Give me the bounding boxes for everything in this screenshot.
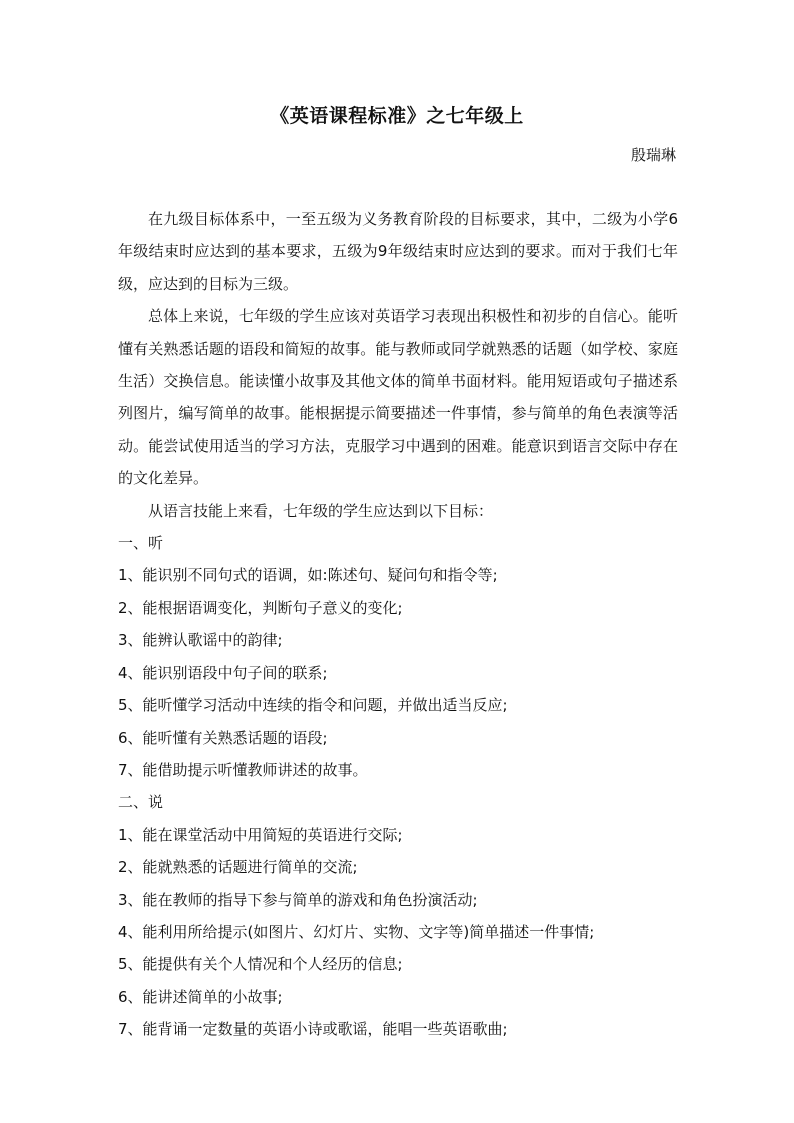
list-item: 7、能背诵一定数量的英语小诗或歌谣，能唱一些英语歌曲;: [118, 1020, 508, 1039]
list-item: 2、能就熟悉的话题进行简单的交流;: [118, 858, 358, 877]
paragraph-skills: 从语言技能上来看，七年级的学生应达到以下目标：: [148, 501, 494, 520]
list-item: 6、能听懂有关熟悉话题的语段;: [118, 728, 328, 747]
list-item: 2、能根据语调变化，判断句子意义的变化;: [118, 598, 403, 617]
list-item: 4、能识别语段中句子间的联系;: [118, 663, 328, 682]
list-item: 5、能提供有关个人情况和个人经历的信息;: [118, 955, 403, 974]
list-item: 5、能听懂学习活动中连续的指令和问题，并做出适当反应;: [118, 696, 508, 715]
document-title: 《英语课程标准》之七年级上: [270, 105, 524, 127]
list-item: 4、能利用所给提示(如图片、幻灯片、实物、文字等)简单描述一件事情;: [118, 922, 595, 941]
section-heading-speaking: 二、说: [118, 793, 164, 812]
list-item: 3、能在教师的指导下参与简单的游戏和角色扮演活动;: [118, 890, 478, 909]
section-heading-listening: 一、听: [118, 534, 164, 553]
paragraph-intro: 在九级目标体系中，一至五级为义务教育阶段的目标要求，其中，二级为小学6年级结束时应达到的基本要求，五级为9年级结束时应达到的要求。而对于我们七年级，应达到的目标为三级。: [118, 210, 678, 293]
list-item: 7、能借助提示听懂教师讲述的故事。: [118, 760, 368, 779]
document-body: [118, 203, 678, 1046]
list-item: 6、能讲述简单的小故事;: [118, 987, 283, 1006]
list-item: 1、能在课堂活动中用简短的英语进行交际;: [118, 825, 403, 844]
list-item: 3、能辨认歌谣中的韵律;: [118, 631, 283, 650]
list-item: 1、能识别不同句式的语调，如:陈述句、疑问句和指令等;: [118, 566, 498, 585]
paragraph-overview: 总体上来说，七年级的学生应该对英语学习表现出积极性和初步的自信心。能听懂有关熟悉话题的语段和简短的故事。能与教师或同学就熟悉的话题（如学校、家庭生活）交换信息。能读懂小故事及其他文体的简单书面材料。能用短语或句子描述系列图片，编写简单的故事。能根据提示简要描述一件事情，参与简单的角色表演等活动。能尝试使用适当的学习方法，克服学习中遇到的困难。能意识到语言交际中存在的文化差异。: [118, 307, 678, 488]
author-name: 殷瑞琳: [630, 146, 676, 164]
